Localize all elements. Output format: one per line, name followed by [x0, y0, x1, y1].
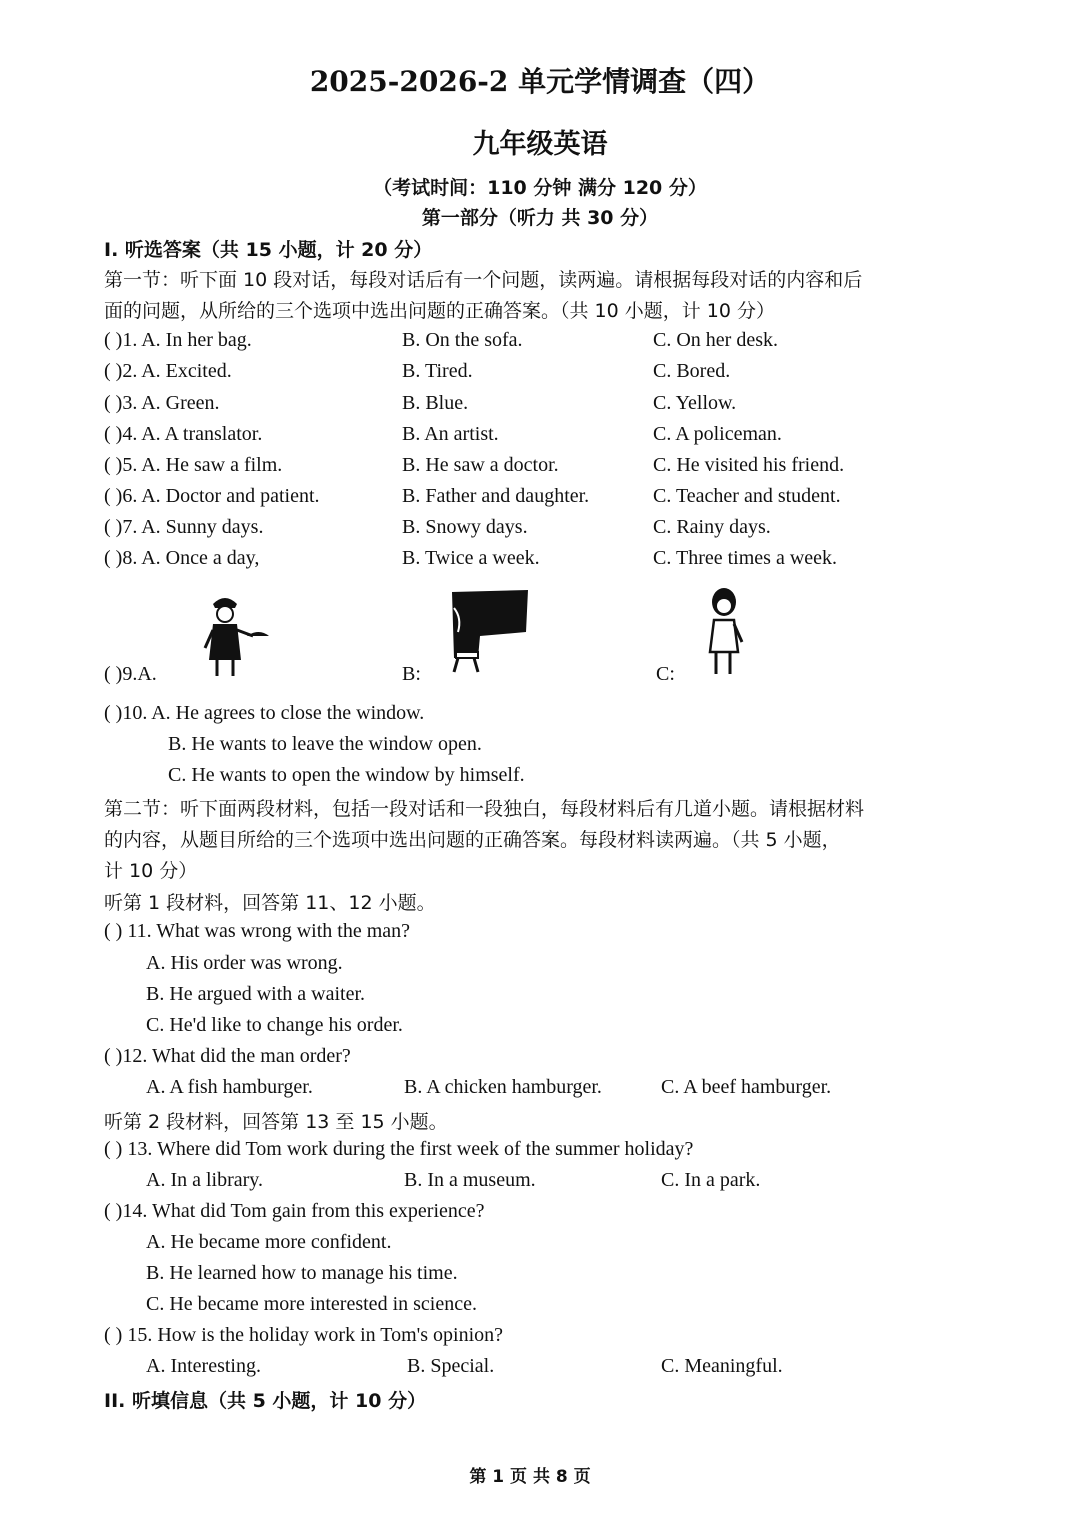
question-2-option-a: ( )2. A. Excited.: [104, 360, 232, 382]
question-10-option-c: C. He wants to open the window by himself.: [168, 764, 525, 786]
question-1-option-c: C. On her desk.: [653, 329, 778, 351]
question-1-option-a: ( )1. A. In her bag.: [104, 329, 252, 351]
question-2-option-b: B. Tired.: [402, 360, 473, 382]
question-12-option-c: C. A beef hamburger.: [661, 1076, 832, 1098]
question-3-option-b: B. Blue.: [402, 392, 469, 414]
question-6-option-c: C. Teacher and student.: [653, 485, 841, 507]
exam-subtitle: 九年级英语: [472, 129, 608, 160]
question-2-option-c: C. Bored.: [653, 360, 731, 382]
question-15-option-c: C. Meaningful.: [661, 1355, 783, 1377]
question-5-option-c: C. He visited his friend.: [653, 454, 845, 476]
question-11-option-c: C. He'd like to change his order.: [146, 1014, 403, 1036]
girl-picture: [702, 586, 752, 680]
question-7-option-b: B. Snowy days.: [402, 516, 528, 538]
part-one-heading: 第一部分（听力 共 30 分）: [421, 207, 659, 229]
question-7-option-c: C. Rainy days.: [653, 516, 771, 538]
question-4-option-c: C. A policeman.: [653, 423, 782, 445]
question-14-option-b: B. He learned how to manage his time.: [146, 1262, 458, 1284]
question-15-option-a: A. Interesting.: [146, 1355, 261, 1377]
question-14-option-c: C. He became more interested in science.: [146, 1293, 477, 1315]
question-10-option-b: B. He wants to leave the window open.: [168, 733, 482, 755]
question-3-option-a: ( )3. A. Green.: [104, 392, 220, 414]
question-8-option-a: ( )8. A. Once a day,: [104, 547, 260, 569]
section2-heading: II. 听填信息（共 5 小题，计 10 分）: [104, 1390, 427, 1412]
question-14-stem: ( )14. What did Tom gain from this experience?: [104, 1200, 485, 1222]
question-14-option-a: A. He became more confident.: [146, 1231, 392, 1253]
material2-heading: 听第 2 段材料，回答第 13 至 15 小题。: [104, 1111, 448, 1133]
question-13-option-a: A. In a library.: [146, 1169, 263, 1191]
part2-instruction-line1: 第二节：听下面两段材料，包括一段对话和一段独白，每段材料后有几道小题。请根据材料: [104, 798, 865, 820]
question-6-option-b: B. Father and daughter.: [402, 485, 590, 507]
page-number: 第 1 页 共 8 页: [469, 1467, 591, 1487]
question-12-option-b: B. A chicken hamburger.: [404, 1076, 602, 1098]
exam-title: 2025-2026-2 单元学情调查（四）: [309, 65, 771, 98]
material1-heading: 听第 1 段材料，回答第 11、12 小题。: [104, 892, 436, 914]
section1-instruction-line2: 面的问题，从所给的三个选项中选出问题的正确答案。（共 10 小题，计 10 分）: [104, 300, 776, 322]
question-8-option-b: B. Twice a week.: [402, 547, 540, 569]
part2-instruction-line3: 计 10 分）: [104, 860, 198, 882]
question-5-option-b: B. He saw a doctor.: [402, 454, 559, 476]
question-11-option-a: A. His order was wrong.: [146, 952, 343, 974]
question-7-option-a: ( )7. A. Sunny days.: [104, 516, 264, 538]
section1-heading: I. 听选答案（共 15 小题，计 20 分）: [104, 239, 433, 261]
question-9-label-a: ( )9.A.: [104, 663, 157, 685]
question-5-option-a: ( )5. A. He saw a film.: [104, 454, 283, 476]
part2-instruction-line2: 的内容，从题目所给的三个选项中选出问题的正确答案。每段材料读两遍。（共 5 小题，: [104, 829, 841, 851]
question-12-stem: ( )12. What did the man order?: [104, 1045, 351, 1067]
exam-info: （考试时间：110 分钟 满分 120 分）: [373, 177, 707, 199]
question-3-option-c: C. Yellow.: [653, 392, 737, 414]
question-9-label-b: B:: [402, 663, 421, 685]
waiter-picture: [195, 590, 275, 680]
question-4-option-a: ( )4. A. A translator.: [104, 423, 263, 445]
section1-instruction-line1: 第一节：听下面 10 段对话，每段对话后有一个问题，读两遍。请根据每段对话的内容和后: [104, 269, 863, 291]
question-13-stem: ( ) 13. Where did Tom work during the first week of the summer holiday?: [104, 1138, 694, 1160]
question-8-option-c: C. Three times a week.: [653, 547, 838, 569]
pianist-picture: [440, 588, 530, 674]
question-10-stem: ( )10. A. He agrees to close the window.: [104, 702, 425, 724]
question-15-option-b: B. Special.: [407, 1355, 495, 1377]
question-11-stem: ( ) 11. What was wrong with the man?: [104, 920, 411, 942]
question-15-stem: ( ) 15. How is the holiday work in Tom's opinion?: [104, 1324, 504, 1346]
question-11-option-b: B. He argued with a waiter.: [146, 983, 366, 1005]
question-12-option-a: A. A fish hamburger.: [146, 1076, 313, 1098]
question-6-option-a: ( )6. A. Doctor and patient.: [104, 485, 320, 507]
question-1-option-b: B. On the sofa.: [402, 329, 523, 351]
question-4-option-b: B. An artist.: [402, 423, 499, 445]
question-9-label-c: C:: [656, 663, 675, 685]
question-13-option-b: B. In a museum.: [404, 1169, 536, 1191]
question-13-option-c: C. In a park.: [661, 1169, 761, 1191]
